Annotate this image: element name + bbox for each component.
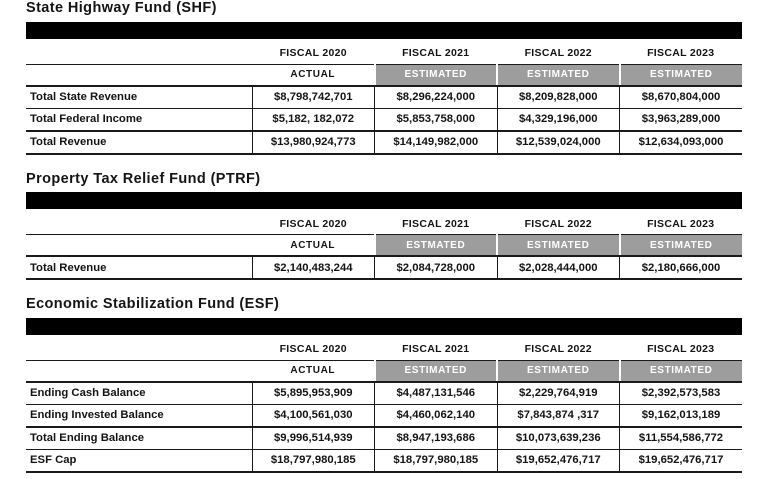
row-value-fiscal-2020: $13,980,924,773 (252, 131, 375, 154)
row-value-fiscal-2021: $8,947,193,686 (375, 427, 498, 450)
table-row-total (26, 131, 742, 154)
row-label: ESF Cap (26, 449, 252, 472)
table-row-total (26, 427, 742, 450)
row-value-fiscal-2022: $8,209,828,000 (497, 86, 620, 109)
table-row (26, 449, 742, 472)
column-header-fiscal-2022-esf: FISCAL 2022 (497, 339, 620, 361)
column-header-fiscal-2023-ptrf: FISCAL 2023 (620, 213, 743, 235)
table-row (26, 108, 742, 131)
row-value-fiscal-2022: $12,539,024,000 (497, 131, 620, 154)
column-header-fiscal-2020-ptrf: FISCAL 2020 (252, 213, 375, 235)
row-label: Ending Cash Balance (26, 382, 252, 405)
column-header-label-esf (26, 339, 252, 361)
section-header-bar-shf (26, 22, 742, 39)
basis-blank-shf (26, 64, 252, 86)
table-row (26, 382, 742, 405)
row-value-fiscal-2022: $2,028,444,000 (497, 256, 620, 279)
row-value-fiscal-2023: $12,634,093,000 (620, 131, 743, 154)
column-header-fiscal-2020-esf: FISCAL 2020 (252, 339, 375, 361)
row-label: Total State Revenue (26, 86, 252, 109)
table-row (26, 86, 742, 109)
section-title-ptrf: Property Tax Relief Fund (PTRF) (26, 170, 261, 187)
column-header-fiscal-2021-ptrf: FISCAL 2021 (375, 213, 498, 235)
table-header-years-esf (26, 339, 742, 361)
basis-actual-2020-esf: ACTUAL (252, 360, 375, 382)
row-value-fiscal-2023: $2,392,573,583 (620, 382, 743, 405)
table-row (26, 404, 742, 427)
column-header-fiscal-2022-ptrf: FISCAL 2022 (497, 213, 620, 235)
table-shf (26, 43, 742, 155)
table-row (26, 256, 742, 279)
column-header-fiscal-2022-shf: FISCAL 2022 (497, 43, 620, 65)
basis-blank-esf (26, 360, 252, 382)
section-header-bar-esf (26, 318, 742, 335)
basis-estimated-2023-esf: ESTIMATED (620, 360, 743, 382)
row-label: Ending Invested Balance (26, 404, 252, 427)
row-value-fiscal-2023: $19,652,476,717 (620, 449, 743, 472)
row-value-fiscal-2021: $5,853,758,000 (375, 108, 498, 131)
section-state-highway-fund (26, 0, 742, 155)
table-header-basis-esf (26, 360, 742, 382)
basis-actual-2020-shf: ACTUAL (252, 64, 375, 86)
column-header-fiscal-2021-shf: FISCAL 2021 (375, 43, 498, 65)
column-header-fiscal-2023-esf: FISCAL 2023 (620, 339, 743, 361)
basis-estimated-2022-shf: ESTIMATED (497, 64, 620, 86)
row-value-fiscal-2020: $18,797,980,185 (252, 449, 375, 472)
row-value-fiscal-2020: $2,140,483,244 (252, 256, 375, 279)
column-header-label-ptrf (26, 213, 252, 235)
row-value-fiscal-2021: $2,084,728,000 (375, 256, 498, 279)
basis-estimated-2022-esf: ESTIMATED (497, 360, 620, 382)
basis-estimated-2023-ptrf: ESTIMATED (620, 235, 743, 257)
row-value-fiscal-2021: $8,296,224,000 (375, 86, 498, 109)
basis-estimated-2021-esf: ESTIMATED (375, 360, 498, 382)
column-header-fiscal-2023-shf: FISCAL 2023 (620, 43, 743, 65)
row-value-fiscal-2020: $5,895,953,909 (252, 382, 375, 405)
row-value-fiscal-2022: $4,329,196,000 (497, 108, 620, 131)
row-value-fiscal-2023: $3,963,289,000 (620, 108, 743, 131)
spacer (26, 155, 742, 172)
table-ptrf (26, 213, 742, 280)
basis-estimated-2023-shf: ESTIMATED (620, 64, 743, 86)
table-header-years-shf (26, 43, 742, 65)
row-value-fiscal-2023: $9,162,013,189 (620, 404, 743, 427)
row-value-fiscal-2023: $8,670,804,000 (620, 86, 743, 109)
row-value-fiscal-2020: $9,996,514,939 (252, 427, 375, 450)
row-value-fiscal-2020: $4,100,561,030 (252, 404, 375, 427)
row-value-fiscal-2022: $2,229,764,919 (497, 382, 620, 405)
spacer (26, 280, 742, 297)
row-value-fiscal-2021: $4,460,062,140 (375, 404, 498, 427)
row-label: Total Ending Balance (26, 427, 252, 450)
basis-estimated-2022-ptrf: ESTIMATED (497, 235, 620, 257)
row-label: Total Revenue (26, 256, 252, 279)
table-header-basis-ptrf (26, 235, 742, 257)
row-value-fiscal-2023: $2,180,666,000 (620, 256, 743, 279)
row-value-fiscal-2022: $10,073,639,236 (497, 427, 620, 450)
section-title-esf: Economic Stabilization Fund (ESF) (26, 296, 280, 312)
row-value-fiscal-2022: $7,843,874 ,317 (497, 404, 620, 427)
table-header-years-ptrf (26, 213, 742, 235)
section-header-bar-ptrf (26, 192, 742, 209)
table-header-basis-shf (26, 64, 742, 86)
row-value-fiscal-2020: $8,798,742,701 (252, 86, 375, 109)
basis-estimated-2021-ptrf: ESTMATED (375, 235, 498, 257)
basis-blank-ptrf (26, 235, 252, 257)
section-title-shf: State Highway Fund (SHF) (26, 0, 217, 16)
section-economic-stabilization-fund (26, 297, 742, 473)
row-label: Total Federal Income (26, 108, 252, 131)
row-value-fiscal-2023: $11,554,586,772 (620, 427, 743, 450)
row-value-fiscal-2020: $5,182, 182,072 (252, 108, 375, 131)
column-header-fiscal-2020-shf: FISCAL 2020 (252, 43, 375, 65)
row-value-fiscal-2021: $14,149,982,000 (375, 131, 498, 154)
column-header-fiscal-2021-esf: FISCAL 2021 (375, 339, 498, 361)
row-value-fiscal-2021: $18,797,980,185 (375, 449, 498, 472)
row-value-fiscal-2022: $19,652,476,717 (497, 449, 620, 472)
section-property-tax-relief-fund (26, 172, 742, 281)
basis-estimated-2021-shf: ESTIMATED (375, 64, 498, 86)
row-label: Total Revenue (26, 131, 252, 154)
column-header-label-shf (26, 43, 252, 65)
table-esf (26, 339, 742, 473)
row-value-fiscal-2021: $4,487,131,546 (375, 382, 498, 405)
basis-actual-2020-ptrf: ACTUAL (252, 235, 375, 257)
